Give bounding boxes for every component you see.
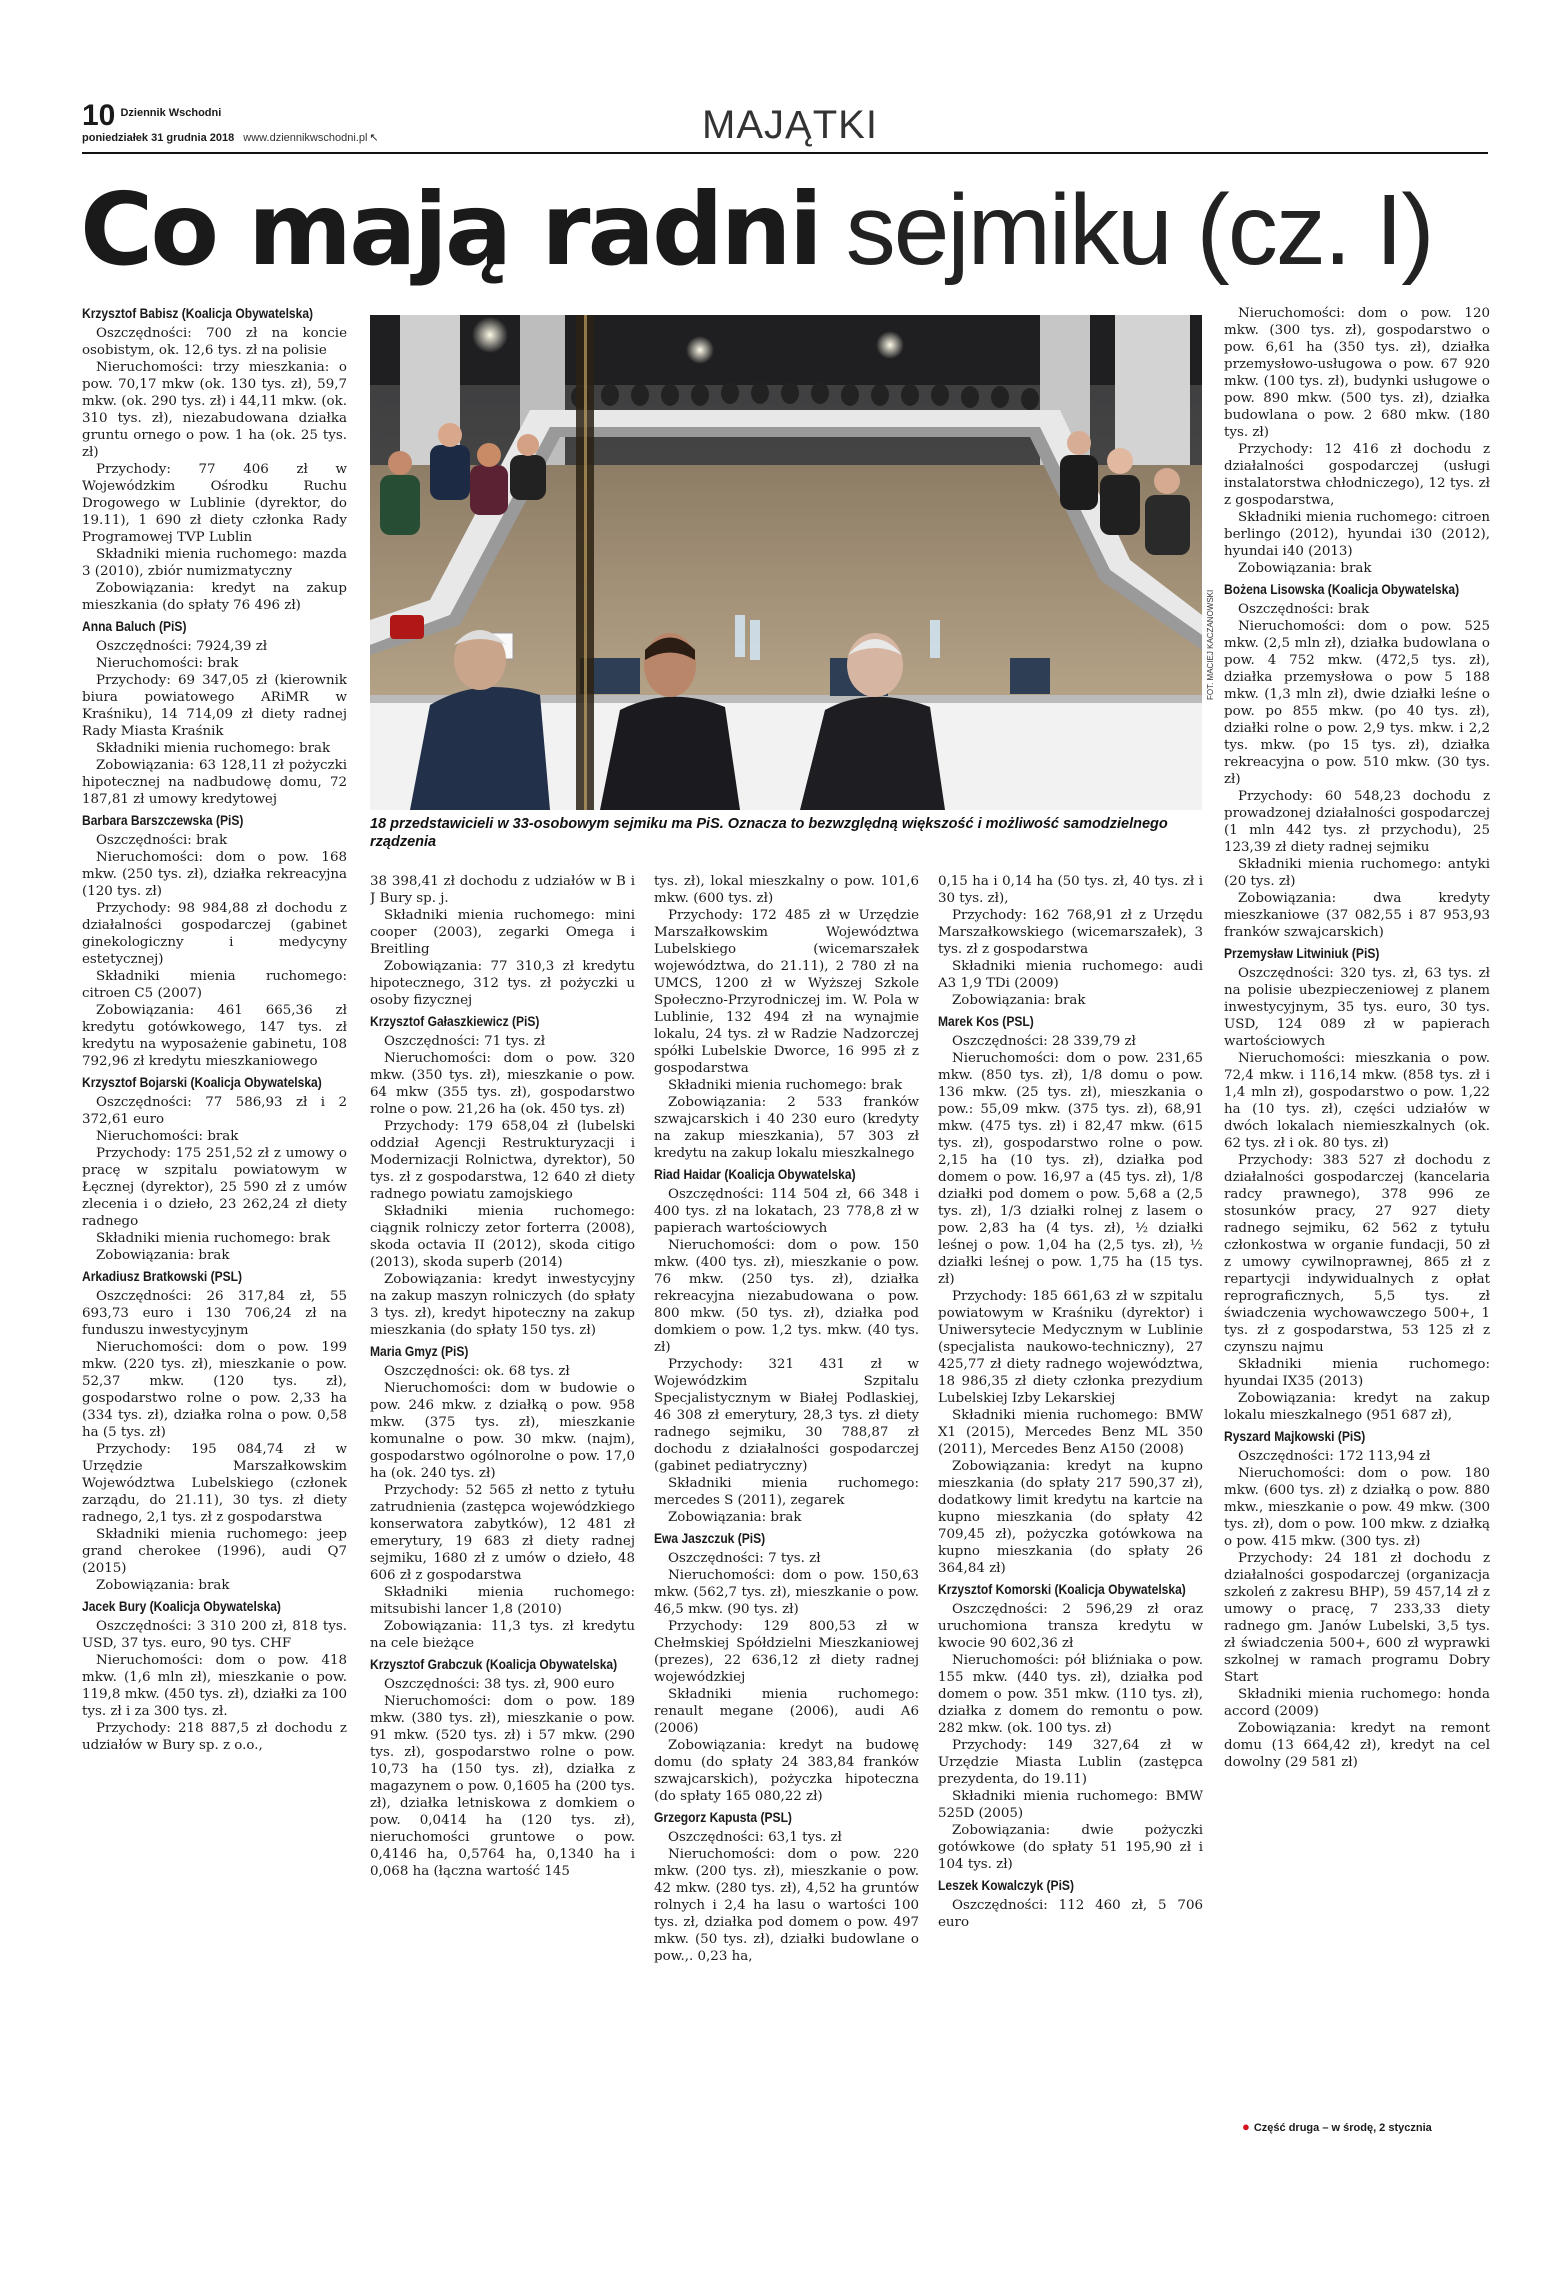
declaration-paragraph: Nieruchomości: dom o pow. 120 mkw. (300 tys. zł), gospodarstwo o pow. 6,61 ha (350 tys. zł), działka przemysłowo-usługowa o pow. 67 920 mkw. (100 tys. zł), budynki usługowe o pow. 890 mkw. (500 tys. zł), działka budowlana o pow. 2 680 mkw. (180 tys. zł)	[1224, 306, 1490, 440]
declaration-paragraph: Nieruchomości: brak	[96, 656, 239, 671]
declaration-paragraph: Zobowiązania: kredyt inwestycyjny na zakup maszyn rolniczych (do spłaty 3 tys. zł), kredyt hipoteczny na zakup mieszkania (do spłaty 150 tys. zł)	[370, 1272, 635, 1338]
declaration-paragraph: Nieruchomości: trzy mieszkania: o pow. 70,17 mkw (ok. 130 tys. zł), 59,7 mkw. (ok. 290 tys. zł) i 44,11 mkw. (ok. 310 tys. zł), niezabudowana działka gruntu ornego o pow. 1 ha (ok. 25 tys. zł)	[82, 360, 347, 460]
declaration-paragraph: Nieruchomości: dom o pow. 199 mkw. (220 tys. zł), mieszkanie o pow. 52,37 mkw. (120 tys. zł), gospodarstwo rolne o pow. 2,33 ha (334 tys. zł), działka rolna o pow. 0,58 ha (5 tys. zł)	[82, 1340, 347, 1440]
declaration-paragraph: Zobowiązania: 2 533 franków szwajcarskich i 40 230 euro (kredyty na zakup mieszkania), 57 303 zł kredytu na zakup lokalu mieszkalnego	[654, 1095, 919, 1161]
declaration-paragraph: Przychody: 98 984,88 zł dochodu z działalności gospodarczej (gabinet ginekologiczny i medycyny estetycznej)	[82, 901, 347, 967]
declaration-paragraph: Przychody: 172 485 zł w Urzędzie Marszałkowskim Województwa Lubelskiego (wicemarszałek województwa, do 21.11), 2 780 zł na UMCS, 1200 zł w Wyższej Szkole Społeczno-Przyrodniczej im. W. Pola w Lublinie, 132 494 zł na wynajmie lokalu, 24 tys. zł w Radzie Nadzorczej spółki Lubelskie Dworce, 16 995 zł z gospodarstwa	[654, 908, 919, 1076]
declaration-paragraph: Składniki mienia ruchomego: hyundai IX35 (2013)	[1224, 1357, 1490, 1389]
declaration-paragraph: Zobowiązania: kredyt na zakup mieszkania (do spłaty 76 496 zł)	[82, 581, 347, 613]
councillor-name: Jacek Bury (Koalicja Obywatelska)	[82, 1599, 281, 1614]
declaration-paragraph: Składniki mienia ruchomego: mazda 3 (2010), zbiór numizmatyczny	[82, 547, 347, 579]
declaration-paragraph: Składniki mienia ruchomego: ciągnik rolniczy zetor forterra (2008), skoda octavia II (2012), skoda citigo (2013), skoda superb (2014)	[370, 1204, 635, 1270]
declaration-paragraph: Składniki mienia ruchomego: mini cooper (2003), zegarki Omega i Breitling	[370, 908, 635, 957]
declaration-paragraph: Nieruchomości: dom o pow. 168 mkw. (250 tys. zł), działka rekreacyjna (120 tys. zł)	[82, 850, 347, 899]
declaration-paragraph: Przychody: 24 181 zł dochodu z działalności gospodarczej (organizacja szkoleń z zakresu BHP), 59 457,14 zł z umowy o pracę, 7 233,33 diety radnego gm. Janów Lubelski, 3,5 tys. zł świadczenia 500+, 600 zł wyprawki szkolnej w ramach programu Dobry Start	[1224, 1551, 1490, 1685]
text-column-5	[1224, 305, 1490, 2105]
site-url[interactable]: www.dziennikwschodni.pl	[243, 132, 368, 144]
declaration-paragraph: Przychody: 12 416 zł dochodu z działalności gospodarczej (usługi instalatorstwa chłodniczego), 12 tys. zł z gospodarstwa,	[1224, 442, 1490, 508]
declaration-paragraph: Przychody: 162 768,91 zł z Urzędu Marszałkowskiego (wicemarszałek), 3 tys. zł z gospodarstwa	[938, 908, 1203, 957]
declaration-paragraph: Oszczędności: brak	[1238, 602, 1370, 617]
text-column-4	[938, 873, 1203, 2113]
declaration-paragraph: Zobowiązania: kredyt na kupno mieszkania (do spłaty 217 590,37 zł), dodatkowy limit kredytu na kartcie na kupno mieszkania (do spłaty 42 709,45 zł), pożyczka gotówkowa na kupno mieszkania (do spłaty 26 364,84 zł)	[938, 1459, 1203, 1576]
declaration-paragraph: Przychody: 77 406 zł w Wojewódzkim Ośrodku Ruchu Drogowego w Lublinie (dyrektor, do 19.11), 1 690 zł diety członka Rady Programowej TVP Lublin	[82, 462, 347, 545]
declaration-paragraph: Zobowiązania: 461 665,36 zł kredytu gotówkowego, 147 tys. zł kredytu na wyposażenie gabinetu, 108 792,96 zł kredytu mieszkaniowego	[82, 1003, 347, 1069]
declaration-paragraph: Nieruchomości: dom o pow. 220 mkw. (200 tys. zł), mieszkanie o pow. 42 mkw. (280 tys. zł), 4,52 ha gruntów rolnych i 2,4 ha lasu o wartości 100 tys. zł, działka pod domem o pow. 497 mkw. (50 tys. zł), działki budowlane o pow.,. 0,23 ha,	[654, 1847, 919, 1964]
councillor-name: Ryszard Majkowski (PiS)	[1224, 1429, 1366, 1444]
continued-text: Część druga – w środę, 2 stycznia	[1253, 2122, 1432, 2134]
masthead	[82, 99, 442, 144]
text-column-3	[654, 873, 919, 2113]
councillor-name: Barbara Barszczewska (PiS)	[82, 813, 244, 828]
declaration-paragraph: Składniki mienia ruchomego: BMW 525D (2005)	[938, 1789, 1203, 1821]
declaration-paragraph: Składniki mienia ruchomego: BMW X1 (2015), Mercedes Benz ML 350 (2011), Mercedes Benz A150 (2008)	[938, 1408, 1203, 1457]
declaration-paragraph: Składniki mienia ruchomego: honda accord (2009)	[1224, 1687, 1490, 1719]
council-session-photo	[370, 315, 1202, 810]
continued-note	[1242, 2119, 1432, 2134]
declaration-paragraph: Przychody: 195 084,74 zł w Urzędzie Marszałkowskim Województwa Lubelskiego (członek zarządu, do 21.11), 30 tys. zł diety radnego, 2,1 tys. zł z gospodarstwa	[82, 1442, 347, 1525]
declaration-paragraph: Przychody: 179 658,04 zł (lubelski oddział Agencji Restrukturyzacji i Modernizacji Rolnictwa, dyrektor), 50 tys. zł z gospodarstwa, 12 640 zł diety radnego powiatu zamojskiego	[370, 1119, 635, 1202]
headline-normal: sejmiku (cz. I)	[820, 174, 1433, 286]
declaration-paragraph: Składniki mienia ruchomego: brak	[96, 741, 331, 756]
declaration-paragraph: Zobowiązania: kredyt na budowę domu (do spłaty 24 383,84 franków szwajcarskich), pożyczka hipoteczna (do spłaty 165 080,22 zł)	[654, 1738, 919, 1804]
declaration-paragraph: Zobowiązania: 77 310,3 zł kredytu hipotecznego, 312 tys. zł pożyczki u osoby fizycznej	[370, 959, 635, 1008]
councillor-name: Krzysztof Gałaszkiewicz (PiS)	[370, 1014, 540, 1029]
headline	[80, 170, 1500, 290]
declaration-paragraph: Składniki mienia ruchomego: brak	[668, 1078, 903, 1093]
photo-credit: FOT. MACIEJ KACZANOWSKI	[1206, 589, 1215, 700]
section-title: MAJĄTKI	[702, 103, 878, 147]
declaration-paragraph: Oszczędności: 26 317,84 zł, 55 693,73 euro i 130 706,24 zł na funduszu inwestycyjnym	[82, 1289, 347, 1338]
councillor-name: Arkadiusz Bratkowski (PSL)	[82, 1269, 243, 1284]
declaration-paragraph: Składniki mienia ruchomego: renault megane (2006), audi A6 (2006)	[654, 1687, 919, 1736]
declaration-paragraph: Przychody: 69 347,05 zł (kierownik biura powiatowego ARiMR w Kraśniku), 14 714,09 zł diety radnej Rady Miasta Kraśnik	[82, 673, 347, 739]
continued-paragraph: tys. zł), lokal mieszkalny o pow. 101,6 mkw. (600 tys. zł)	[654, 874, 919, 906]
declaration-paragraph: Nieruchomości: pół bliźniaka o pow. 155 mkw. (440 tys. zł), działka pod domem o pow. 351 mkw. (110 tys. zł), działka z domem do remontu o pow. 282 mkw. (ok. 100 tys. zł)	[938, 1653, 1203, 1736]
councillor-name: Maria Gmyz (PiS)	[370, 1344, 469, 1359]
declaration-paragraph: Nieruchomości: dom w budowie o pow. 246 mkw. z działką o pow. 958 mkw. (375 tys. zł), mieszkanie komunalne o pow. 30 mkw. (najm), gospodarstwo ogólnorolne o pow. 17,0 ha (ok. 240 tys. zł)	[370, 1381, 635, 1481]
declaration-paragraph: Składniki mienia ruchomego: mitsubishi lancer 1,8 (2010)	[370, 1585, 635, 1617]
declaration-paragraph: Oszczędności: 2 596,29 zł oraz uruchomiona transza kredytu w kwocie 90 602,36 zł	[938, 1602, 1203, 1651]
declaration-paragraph: Oszczędności: 320 tys. zł, 63 tys. zł na polisie ubezpieczeniowej z planem inwestycyjnym, 35 tys. euro, 30 tys. USD, 124 089 zł w papierach wartościowych	[1224, 966, 1490, 1049]
declaration-paragraph: Przychody: 175 251,52 zł z umowy o pracę w szpitalu powiatowym w Łęcznej (dyrektor), 25 590 zł z umów zlecenia i o dzieło, 23 262,24 zł diety radnego	[82, 1146, 347, 1229]
declaration-paragraph: Nieruchomości: dom o pow. 320 mkw. (350 tys. zł), mieszkanie o pow. 64 mkw (355 tys. zł), gospodarstwo rolne o pow. 21,26 ha (ok. 450 tys. zł)	[370, 1051, 635, 1117]
declaration-paragraph: Nieruchomości: dom o pow. 418 mkw. (1,6 mln zł), mieszkanie o pow. 119,8 mkw. (450 tys. zł), działki za 100 tys. zł i za 300 tys. zł.	[82, 1653, 347, 1719]
declaration-paragraph: Składniki mienia ruchomego: antyki (20 tys. zł)	[1224, 857, 1490, 889]
declaration-paragraph: Nieruchomości: brak	[96, 1129, 239, 1144]
declaration-paragraph: Oszczędności: brak	[96, 833, 228, 848]
declaration-paragraph: Zobowiązania: brak	[952, 993, 1086, 1008]
declaration-paragraph: Nieruchomości: dom o pow. 180 mkw. (600 tys. zł) z działką o pow. 880 mkw., mieszkanie o pow. 49 mkw. (300 tys. zł), dom o pow. 100 mkw. z działką o pow. 415 mkw. (300 tys. zł)	[1224, 1466, 1490, 1549]
declaration-paragraph: Oszczędności: 63,1 tys. zł	[668, 1830, 842, 1845]
declaration-paragraph: Oszczędności: 114 504 zł, 66 348 i 400 tys. zł na lokatach, 23 778,8 zł w papierach wartościowych	[654, 1187, 919, 1236]
declaration-paragraph: Oszczędności: 77 586,93 zł i 2 372,61 euro	[82, 1095, 347, 1127]
declaration-paragraph: Nieruchomości: dom o pow. 525 mkw. (2,5 mln zł), działka budowlana o pow. 4 752 mkw. (472,5 tys. zł), działka przemysłowa o pow 5 188 mkw. (1,3 mln zł), dwie działki leśne o pow. po 855 mkw. (po 40 tys. zł), działki rolne o pow. 2,9 tys. mkw. i 2,2 tys. mkw. (po 15 tys. zł), działka rekreacyjna o pow. 510 mkw. (30 tys. zł)	[1224, 619, 1490, 787]
declaration-paragraph: Przychody: 52 565 zł netto z tytułu zatrudnienia (zastępca wojewódzkiego konserwatora zabytków), 12 481 zł emerytury, 19 683 zł diety radnej sejmiku, 1680 zł z umów o dzieło, 48 606 zł z gospodarstwa	[370, 1483, 635, 1583]
councillor-name: Grzegorz Kapusta (PSL)	[654, 1810, 792, 1825]
declaration-paragraph: Składniki mienia ruchomego: citroen C5 (2007)	[82, 969, 347, 1001]
declaration-paragraph: Nieruchomości: dom o pow. 189 mkw. (380 tys. zł), mieszkanie o pow. 91 mkw. (520 tys. zł) i 57 mkw. (290 tys. zł), gospodarstwo rolne o pow. 10,73 ha (150 tys. zł), działka z magazynem o pow. 0,1605 ha (200 tys. zł), działka letniskowa z domkiem o pow. 0,0414 ha (120 tys. zł), nieruchomości gruntowe o pow. 0,4146 ha, 0,5764 ha, 0,1340 ha i 0,068 ha (łączna wartość 145	[370, 1694, 635, 1879]
councillor-name: Riad Haidar (Koalicja Obywatelska)	[654, 1167, 856, 1182]
continued-paragraph: 0,15 ha i 0,14 ha (50 tys. zł, 40 tys. zł i 30 tys. zł),	[938, 874, 1203, 906]
header-divider	[82, 152, 1488, 154]
declaration-paragraph: Przychody: 129 800,53 zł w Chełmskiej Spółdzielni Mieszkaniowej (prezes), 22 636,12 zł diety radnej wojewódzkiej	[654, 1619, 919, 1685]
declaration-paragraph: Zobowiązania: 63 128,11 zł pożyczki hipotecznej na nadbudowę domu, 72 187,81 zł umowy kredytowej	[82, 758, 347, 807]
declaration-paragraph: Zobowiązania: kredyt na remont domu (13 664,42 zł), kredyt na cel dowolny (29 581 zł)	[1224, 1721, 1490, 1770]
declaration-paragraph: Zobowiązania: 11,3 tys. zł kredytu na cele bieżące	[370, 1619, 635, 1651]
declaration-paragraph: Zobowiązania: dwie pożyczki gotówkowe (do spłaty 51 195,90 zł i 104 tys. zł)	[938, 1823, 1203, 1872]
declaration-paragraph: Składniki mienia ruchomego: jeep grand cherokee (1996), audi Q7 (2015)	[82, 1527, 347, 1576]
councillor-name: Krzysztof Bojarski (Koalicja Obywatelska)	[82, 1075, 322, 1090]
declaration-paragraph: Zobowiązania: dwa kredyty mieszkaniowe (37 082,55 i 87 953,93 franków szwajcarskich)	[1224, 891, 1490, 940]
councillor-name: Krzysztof Komorski (Koalicja Obywatelska)	[938, 1582, 1186, 1597]
councillor-name: Przemysław Litwiniuk (PiS)	[1224, 946, 1380, 961]
councillor-name: Anna Baluch (PiS)	[82, 619, 187, 634]
declaration-paragraph: Oszczędności: 7924,39 zł	[96, 639, 268, 654]
declaration-paragraph: Oszczędności: 71 tys. zł	[384, 1034, 546, 1049]
headline-bold: Co mają radni	[80, 171, 821, 288]
declaration-paragraph: Składniki mienia ruchomego: brak	[96, 1231, 331, 1246]
declaration-paragraph: Przychody: 185 661,63 zł w szpitalu powiatowym w Kraśniku (dyrektor) i Uniwersytecie Medycznym w Lublinie (specjalista naukowo-techniczny), 27 425,77 zł diety radnego województwa, 18 986,35 zł diety członka prezydium Lubelskiej Izby Lekarskiej	[938, 1289, 1203, 1406]
declaration-paragraph: Przychody: 321 431 zł w Wojewódzkim Szpitalu Specjalistycznym w Białej Podlaskiej, 46 308 zł emerytury, 28,3 tys. zł diety radnego sejmiku, 30 788,87 zł dochodu z działalności gospodarczej (gabinet pediatryczny)	[654, 1357, 919, 1474]
declaration-paragraph: Nieruchomości: dom o pow. 150,63 mkw. (562,7 tys. zł), mieszkanie o pow. 46,5 mkw. (90 tys. zł)	[654, 1568, 919, 1617]
red-bullet-icon: ●	[1242, 2119, 1250, 2134]
declaration-paragraph: Nieruchomości: dom o pow. 231,65 mkw. (850 tys. zł), 1/8 domu o pow. 136 mkw. (25 tys. zł), mieszkania o pow.: 55,09 mkw. (375 tys. zł), 68,91 mkw. (475 tys. zł) i 82,47 mkw. (615 tys. zł), gospodarstwo rolne o pow. 2,15 ha (10 tys. zł), działka pod domem o pow. 16,97 a (45 tys. zł), 1/8 działki pod domem o pow. 5,68 a (2,5 tys. zł), 1/3 działki rolnej z lasem o pow. 2,83 ha (4 tys. zł), ½ działki leśnej o pow. 1,04 ha (2,5 tys. zł), ½ działki leśnej o pow. 1,75 ha (15 tys. zł)	[938, 1051, 1203, 1287]
declaration-paragraph: Oszczędności: 7 tys. zł	[668, 1551, 821, 1566]
declaration-paragraph: Oszczędności: 172 113,94 zł	[1238, 1449, 1431, 1464]
declaration-paragraph: Oszczędności: 700 zł na koncie osobistym, ok. 12,6 tys. zł na polisie	[82, 326, 347, 358]
councillor-name: Krzysztof Grabczuk (Koalicja Obywatelska)	[370, 1657, 618, 1672]
declaration-paragraph: Składniki mienia ruchomego: audi A3 1,9 TDi (2009)	[938, 959, 1203, 991]
councillor-name: Krzysztof Babisz (Koalicja Obywatelska)	[82, 306, 314, 321]
declaration-paragraph: Zobowiązania: brak	[668, 1510, 802, 1525]
councillor-name: Bożena Lisowska (Koalicja Obywatelska)	[1224, 582, 1460, 597]
cursor-icon: ↖	[369, 132, 379, 144]
declaration-paragraph: Przychody: 149 327,64 zł w Urzędzie Miasta Lublin (zastępca prezydenta, do 19.11)	[938, 1738, 1203, 1787]
declaration-paragraph: Oszczędności: 3 310 200 zł, 818 tys. USD, 37 tys. euro, 90 tys. CHF	[82, 1619, 347, 1651]
declaration-paragraph: Oszczędności: 38 tys. zł, 900 euro	[384, 1677, 615, 1692]
text-column-2	[370, 873, 635, 2113]
text-column-1	[82, 305, 347, 2145]
declaration-paragraph: Zobowiązania: brak	[1238, 561, 1372, 576]
declaration-paragraph: Przychody: 60 548,23 dochodu z prowadzonej działalności gospodarczej (1 mln 442 tys. zł przychodu), 25 123,39 zł diety radnej sejmiku	[1224, 789, 1490, 855]
paper-name: Dziennik Wschodni	[120, 107, 222, 119]
councillor-name: Ewa Jaszczuk (PiS)	[654, 1531, 766, 1546]
declaration-paragraph: Składniki mienia ruchomego: citroen berlingo (2012), hyundai i30 (2012), hyundai i40 (2013)	[1224, 510, 1490, 559]
declaration-paragraph: Oszczędności: 112 460 zł, 5 706 euro	[938, 1898, 1203, 1930]
photo-caption: 18 przedstawicieli w 33-osobowym sejmiku ma PiS. Oznacza to bezwzględną większość i możliwość samodzielnego rządzenia	[370, 816, 1168, 850]
declaration-paragraph: Przychody: 218 887,5 zł dochodu z udziałów w Bury sp. z o.o.,	[82, 1721, 347, 1753]
declaration-paragraph: Oszczędności: ok. 68 tys. zł	[384, 1364, 570, 1379]
declaration-paragraph: Nieruchomości: dom o pow. 150 mkw. (400 tys. zł), mieszkanie o pow. 76 mkw. (250 tys. zł), działka rekreacyjna niezabudowana o pow. 800 mkw. (50 tys. zł), działka pod domkiem o pow. 1,2 tys. mkw. (40 tys. zł)	[654, 1238, 919, 1355]
declaration-paragraph: Składniki mienia ruchomego: mercedes S (2011), zegarek	[654, 1476, 919, 1508]
declaration-paragraph: Przychody: 383 527 zł dochodu z działalności gospodarczej (kancelaria radcy prawnego), 378 996 ze stosunków pracy, 27 927 diety radnego sejmiku, 62 562 z tytułu członkostwa w organie fundacji, 50 zł z umowy cywilnoprawnej, 865 zł z repartycji indywidualnych z opłat reprograficznych, 5,5 tys. zł świadczenia wychowawczego 500+, 1 tys. zł z gospodarstwa, 53 125 zł z czynszu najmu	[1224, 1153, 1490, 1355]
declaration-paragraph: Zobowiązania: brak	[96, 1248, 230, 1263]
declaration-paragraph: Oszczędności: 28 339,79 zł	[952, 1034, 1136, 1049]
issue-date: poniedziałek 31 grudnia 2018	[82, 132, 235, 144]
declaration-paragraph: Nieruchomości: mieszkania o pow. 72,4 mkw. i 116,14 mkw. (858 tys. zł i 1,4 mln zł), gospodarstwo o pow. 1,22 ha (10 tys. zł), części udziałów w dwóch lokalach niemieszkalnych (ok. 62 tys. zł i ok. 80 tys. zł)	[1224, 1051, 1490, 1151]
continued-paragraph: 38 398,41 zł dochodu z udziałów w B i J Bury sp. j.	[370, 874, 635, 906]
councillor-name: Marek Kos (PSL)	[938, 1014, 1034, 1029]
councillor-name: Leszek Kowalczyk (PiS)	[938, 1878, 1074, 1893]
declaration-paragraph: Zobowiązania: brak	[96, 1578, 230, 1593]
declaration-paragraph: Zobowiązania: kredyt na zakup lokalu mieszkalnego (951 687 zł),	[1224, 1391, 1490, 1423]
dateline	[82, 131, 442, 144]
page-number: 10	[82, 99, 116, 132]
